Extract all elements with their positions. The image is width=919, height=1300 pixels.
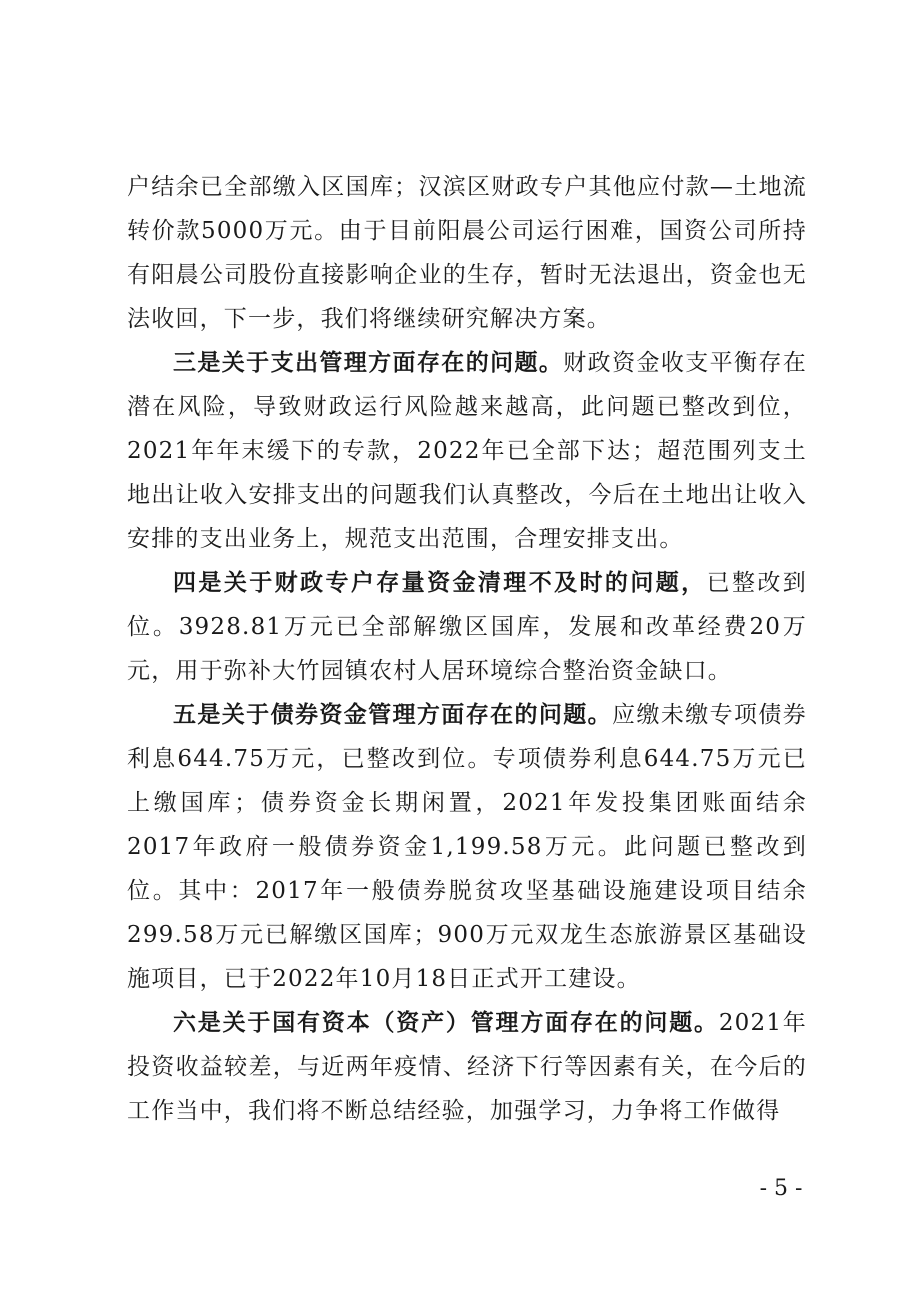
paragraph-heading: 五是关于债券资金管理方面存在的问题。 xyxy=(173,701,613,728)
paragraph-item-4 xyxy=(127,561,807,693)
paragraph-item-3 xyxy=(127,341,807,561)
paragraph-body: 已整改到位。3928.81万元已全部解缴区国库，发展和改革经费20万元，用于弥补大竹园镇农村人居环境综合整治资金缺口。 xyxy=(127,570,807,684)
paragraph-item-6 xyxy=(127,1001,807,1133)
page-number: - 5 - xyxy=(759,1176,803,1201)
paragraph-heading: 六是关于国有资本（资产）管理方面存在的问题。 xyxy=(173,1009,719,1036)
paragraph-heading: 四是关于财政专户存量资金清理不及时的问题， xyxy=(173,569,707,596)
paragraph-body: 2021年投资收益较差，与近两年疫情、经济下行等因素有关，在今后的工作当中，我们将不断总结经验，加强学习，力争将工作做得 xyxy=(127,1010,807,1124)
paragraph-heading: 三是关于支出管理方面存在的问题。 xyxy=(173,349,564,376)
paragraph-body: 应缴未缴专项债券利息644.75万元，已整改到位。专项债券利息644.75万元已上缴国库；债券资金长期闲置，2021年发投集团账面结余2017年政府一般债券资金1,199.58万元。此问题已整改到位。其中：2017年一般债券脱贫攻坚基础设施建设项目结余299.58万元已解缴区国库；900万元双龙生态旅游景区基础设施项目，已于2022年10月18日正式开工建设。 xyxy=(127,702,807,992)
paragraph-continuation xyxy=(127,165,807,341)
paragraph-body: 财政资金收支平衡存在潜在风险，导致财政运行风险越来越高，此问题已整改到位，2021年年末缓下的专款，2022年已全部下达；超范围列支土地出让收入安排支出的问题我们认真整改，今后在土地出让收入安排的支出业务上，规范支出范围，合理安排支出。 xyxy=(127,350,808,552)
paragraph-body: 户结余已全部缴入区国库；汉滨区财政专户其他应付款—土地流转价款5000万元。由于目前阳晨公司运行困难，国资公司所持有阳晨公司股份直接影响企业的生存，暂时无法退出，资金也无法收回，下一步，我们将继续研究解决方案。 xyxy=(127,174,807,332)
paragraph-item-5 xyxy=(127,693,807,1001)
body-text xyxy=(127,165,807,1133)
